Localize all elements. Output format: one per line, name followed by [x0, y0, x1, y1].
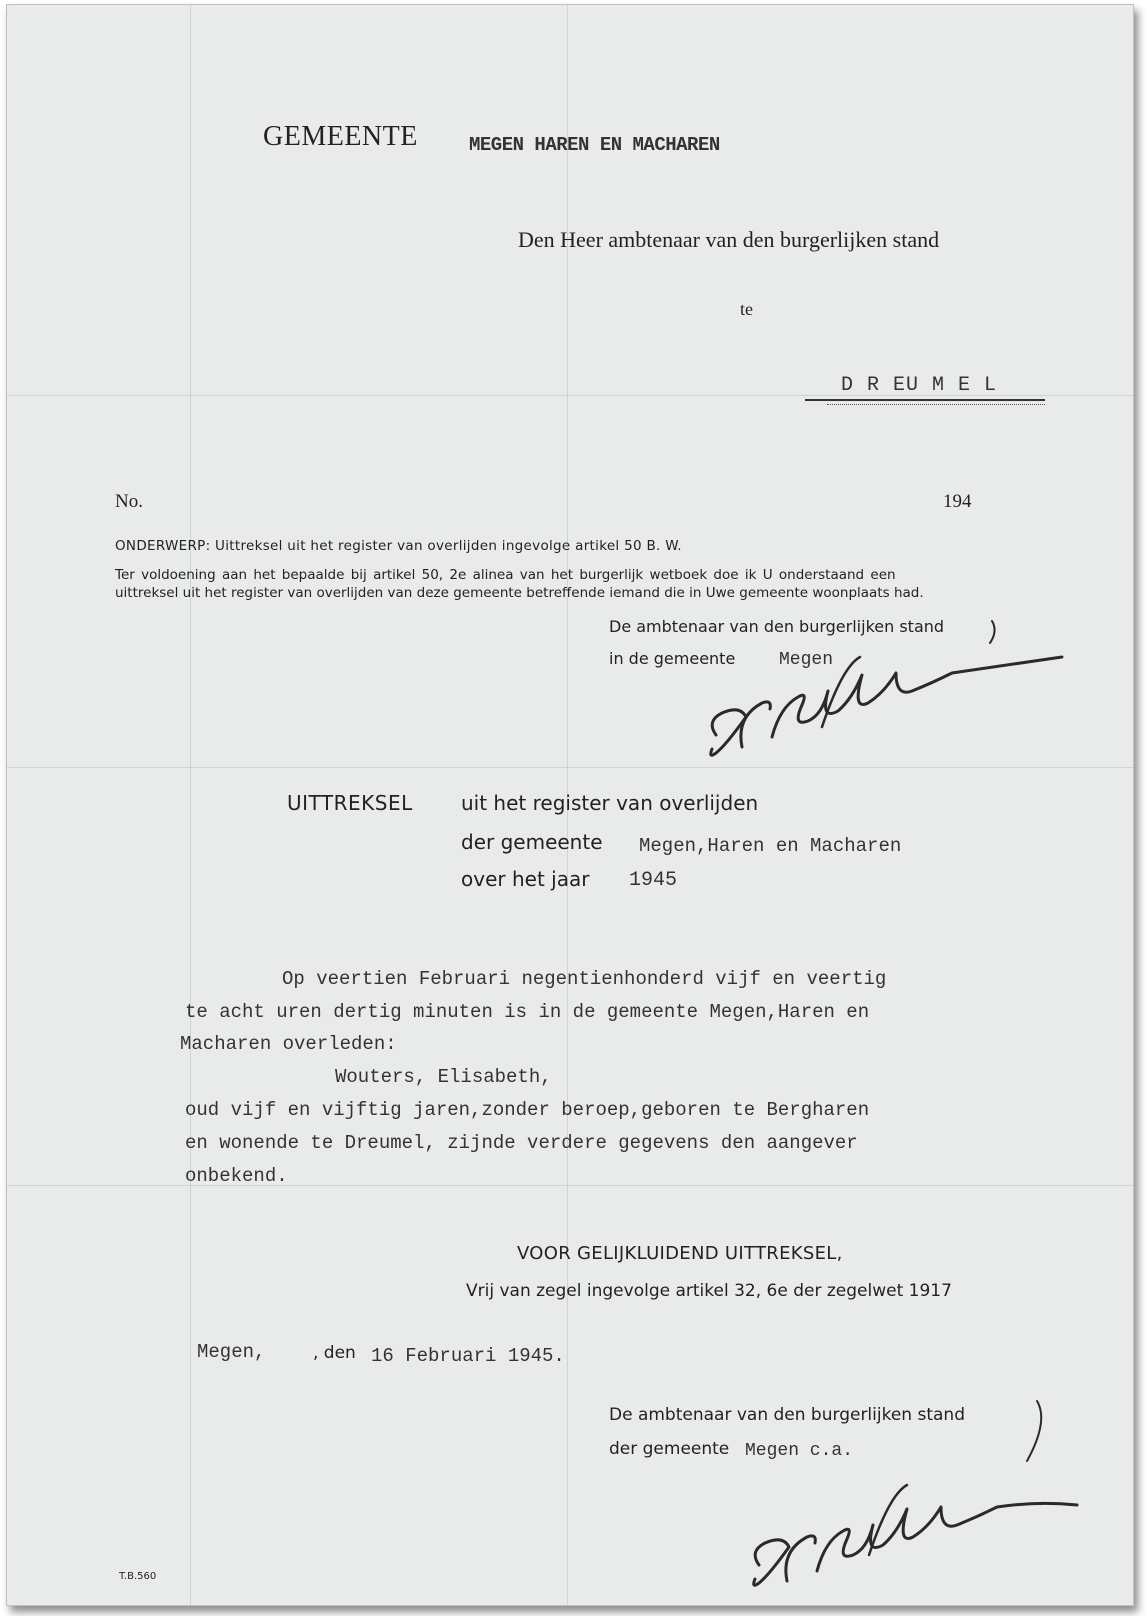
date-value: 16 Februari 1945.	[371, 1345, 565, 1367]
body-line-1: Op veertien Februari negentienhonderd vijf en veertig	[282, 968, 887, 990]
certification-line-2: Vrij van zegel ingevolge artikel 32, 6e der zegelwet 1917	[466, 1281, 952, 1301]
extract-title: UITTREKSEL	[287, 791, 413, 815]
extract-year-label: over het jaar	[461, 867, 590, 891]
body-line-5: oud vijf en vijftig jaren,zonder beroep,geboren te Bergharen	[185, 1099, 870, 1121]
document-page	[6, 4, 1134, 1606]
extract-title-rest: uit het register van overlijden	[461, 791, 759, 815]
gemeente-name: MEGEN HAREN EN MACHAREN	[469, 134, 720, 156]
addressee-line: Den Heer ambtenaar van den burgerlijken stand	[518, 227, 940, 252]
date-place: Megen,	[197, 1341, 266, 1363]
body-line-6: en wonende te Dreumel, zijnde verdere gegevens den aangever	[185, 1132, 858, 1154]
body-line-3: Macharen overleden:	[180, 1033, 397, 1055]
extract-municipality-label: der gemeente	[461, 830, 603, 854]
date-den: , den	[313, 1343, 356, 1363]
body-line-7: onbekend.	[185, 1165, 288, 1187]
subject-line: ONDERWERP: Uittreksel uit het register van overlijden ingevolge artikel 50 B. W.	[115, 538, 682, 554]
sender-municipality-value: Megen	[779, 650, 834, 670]
signature-upper	[672, 617, 1072, 777]
gemeente-label: GEMEENTE	[263, 121, 418, 152]
signature-lower	[719, 1395, 1099, 1605]
reference-year: 194	[943, 491, 972, 512]
sender-line-1: De ambtenaar van den burgerlijken stand	[609, 617, 945, 636]
body-line-2: te acht uren dertig minuten is in de gemeente Megen,Haren en	[185, 1001, 870, 1023]
extract-municipality-value: Megen,Haren en Macharen	[639, 835, 902, 857]
closing-municipality-label: der gemeente	[609, 1439, 730, 1459]
city-underline-dotted	[827, 404, 1045, 405]
addressee-te: te	[740, 299, 753, 319]
closing-municipality-value: Megen c.a.	[745, 1441, 854, 1461]
sender-municipality-label: in de gemeente	[609, 649, 736, 668]
subject-body-line-2: uittreksel uit het register van overlijden van deze gemeente betreffende iemand die in Uwe gemeente woonplaats had.	[115, 585, 924, 601]
certification-line-1: VOOR GELIJKLUIDEND UITTREKSEL,	[517, 1243, 843, 1264]
subject-body-line-1: Ter voldoening aan het bepaalde bij artikel 50, 2e alinea van het burgerlijk wetboek doe ik U onderstaand een	[115, 567, 896, 583]
form-code: T.B.560	[119, 1571, 157, 1582]
reference-number-label: No.	[115, 491, 143, 512]
closing-line-1: De ambtenaar van den burgerlijken stand	[609, 1405, 965, 1425]
city-underline	[805, 399, 1045, 401]
extract-year-value: 1945	[629, 869, 678, 892]
addressee-city: D R EU M E L	[841, 374, 998, 397]
body-line-4: Wouters, Elisabeth,	[335, 1066, 552, 1088]
